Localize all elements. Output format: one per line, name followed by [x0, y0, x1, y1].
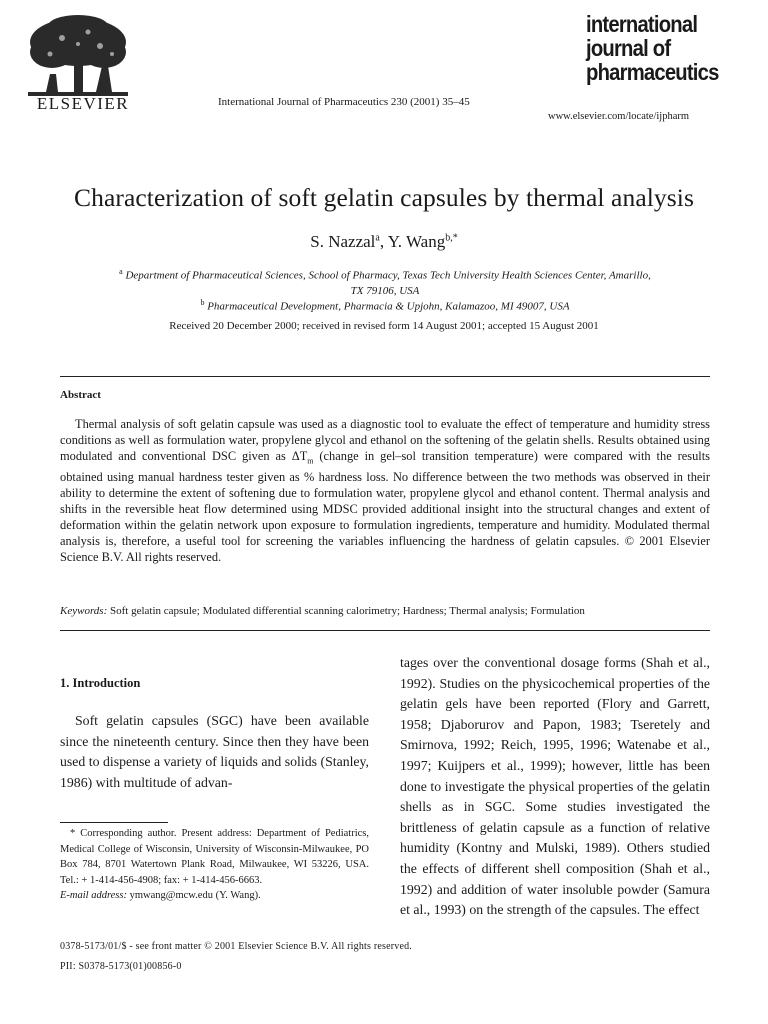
copyright-line: 0378-5173/01/$ - see front matter © 2001 Elsevier Science B.V. All rights reserved. [60, 941, 412, 952]
affiliation-a-line1: Department of Pharmaceutical Sciences, School of Pharmacy, Texas Tech University Health Sciences Center, Amarillo, [125, 269, 651, 282]
right-column-text: tages over the conventional dosage forms (Shah et al., 1992). Studies on the physicochemical properties of the gelatin gels have been reported (Flory and Garrett, 1958; Djaborurov and Papon, 1983; Tseretely and Smirnova, 1992; Reich, 1995, 1996; Watenabe et al., 1997; Kuijpers et al., 1999); however, little has been done to investigate the physical properties of the gelatin shells as in SGC. Some studies investigated the brittleness of gelatin capsule as a function of relative humidity (Kontny and Mulski, 1989). Others studied the effects of different shell composition (Shah et al., 1992) and addition of water insoluble powder (Samura et al., 1993) on the strength of the capsules. The effect [400, 655, 710, 918]
affiliation-b [60, 295, 710, 315]
email-address: ymwang@mcw.edu (Y. Wang). [126, 890, 261, 901]
brand-line-3: pharmaceutics [586, 59, 719, 85]
author-1-affiliation-mark: a [375, 232, 380, 244]
divider-top [60, 376, 710, 377]
author-2-name: Y. Wang [387, 232, 446, 251]
divider-bottom [60, 630, 710, 631]
affiliation-a-line2: TX 79106, USA [350, 284, 420, 297]
abstract-delta-subscript: m [307, 456, 314, 466]
affiliation-a [60, 264, 710, 299]
keywords-label: Keywords: [60, 605, 108, 617]
affiliation-b-mark: b [200, 298, 205, 307]
author-1-name: S. Nazzal [310, 232, 376, 251]
publisher-logo-text: ELSEVIER [36, 94, 130, 113]
author-line: S. Nazzal$^a$, Y. Wang$^{b,*}$ [310, 232, 458, 251]
journal-citation: International Journal of Pharmaceutics 230 (2001) 35–45 [218, 96, 470, 108]
affiliation-a-mark: a [119, 267, 123, 276]
corresponding-author-footnote [60, 826, 369, 904]
intro-paragraph: Soft gelatin capsules (SGC) have been available since the nineteenth century. Since then they have been used to dispense a variety of liquids and solids (Stanley, 1986) with multitude of advan- [60, 713, 369, 790]
abstract-text [60, 416, 710, 565]
abstract-heading: Abstract [60, 389, 101, 401]
keywords [60, 605, 710, 617]
elsevier-tree-logo [22, 14, 134, 100]
keywords-list: Soft gelatin capsule; Modulated differential scanning calorimetry; Hardness; Thermal analysis; Formulation [107, 605, 585, 617]
affiliation-b-text: Pharmaceutical Development, Pharmacia & Upjohn, Kalamazoo, MI 49007, USA [207, 300, 570, 313]
pii-line: PII: S0378-5173(01)00856-0 [60, 961, 182, 972]
article-title: Characterization of soft gelatin capsules by thermal analysis [73, 183, 695, 212]
section-heading-introduction: 1. Introduction [60, 676, 141, 690]
journal-url-link[interactable]: www.elsevier.com/locate/ijpharm [548, 111, 690, 122]
received-dates: Received 20 December 2000; received in revised form 14 August 2001; accepted 15 August 2001 [169, 320, 599, 332]
journal-brand [586, 12, 719, 84]
abstract-text-part2: (change in gel–sol transition temperature) were compared with the results obtained using manual hardness tester given as % hardness loss. No difference between the two methods was observed in their ability to determine the extent of softening due to formulation water, propylene glycol and ethanol content. Thermal analysis and shifts in the reversible heat flow determined using MDSC provided additional insight into the structural changes and extent of deformation within the gelatin network upon exposure to formulation ingredients, temperature and humidity. Modulated thermal analysis is, therefore, a useful tool for screening the variables influencing the hardness of gelatin capsules. © 2001 Elsevier Science B.V. All rights reserved. [60, 449, 710, 565]
author-2-affiliation-mark: b,* [445, 232, 458, 244]
brand-line-2: journal of [586, 35, 671, 61]
email-label: E-mail address: [60, 890, 127, 901]
footnote-rule [60, 822, 168, 823]
brand-line-1: international [586, 11, 698, 37]
abstract-text-part1: Thermal analysis of soft gelatin capsule was used as a diagnostic tool to evaluate the effect of temperature and humidity stress conditions as well as formulation water, propylene glycol and ethanol on the softening of the gelatin shells. Results obtained using modulated and conventional DSC given as ΔT [60, 417, 710, 463]
footnote-text: * Corresponding author. Present address: Department of Pediatrics, Medical College of Wisconsin, University of Wisconsin-Milwaukee, PO Box 784, 8701 Watertown Plank Road, Milwaukee, WI 53226, USA. Tel.: + 1-414-456-4908; fax: + 1-414-456-6663. [60, 828, 369, 886]
